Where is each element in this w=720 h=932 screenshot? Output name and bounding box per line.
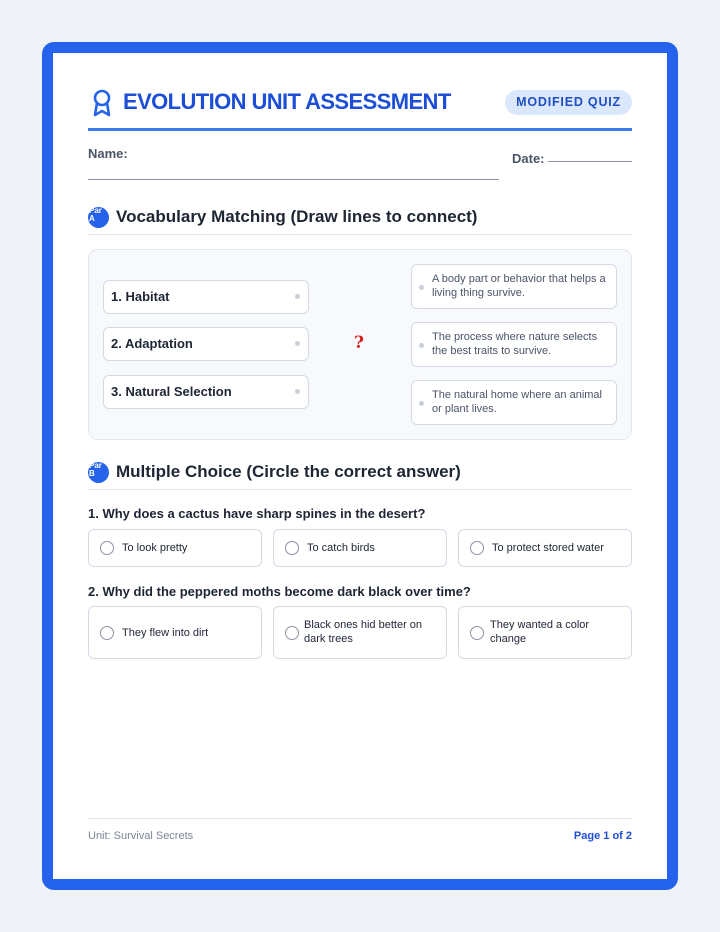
option-label: To protect stored water	[492, 542, 604, 554]
term-natural-selection[interactable]	[103, 375, 309, 409]
question-mark-hint: ?	[354, 333, 364, 353]
radio-button[interactable]	[100, 626, 114, 640]
radio-button[interactable]	[100, 541, 114, 555]
radio-button[interactable]	[285, 626, 299, 640]
radio-button[interactable]	[470, 626, 484, 640]
section-title-multiple-choice: Multiple Choice (Circle the correct answer)	[116, 462, 461, 481]
q1-option-c[interactable]	[458, 529, 632, 567]
term-label: 2. Adaptation	[111, 336, 193, 351]
connector-dot[interactable]	[419, 343, 424, 348]
term-label: 3. Natural Selection	[111, 384, 232, 399]
connector-dot[interactable]	[295, 294, 300, 299]
date-label: Date:	[512, 151, 545, 166]
date-field[interactable]	[548, 161, 632, 162]
radio-button[interactable]	[470, 541, 484, 555]
part-a-icon	[88, 207, 109, 228]
term-label: 1. Habitat	[111, 289, 170, 304]
question-2: 2. Why did the peppered moths become dark black over time?	[88, 584, 471, 599]
award-ribbon-icon	[90, 89, 114, 117]
page-title: EVOLUTION UNIT ASSESSMENT	[123, 89, 451, 114]
part-a-icon-line-2: A	[89, 214, 95, 223]
quiz-type-badge: MODIFIED QUIZ	[505, 90, 632, 115]
option-label: They wanted a color change	[490, 619, 590, 645]
definition-card[interactable]	[411, 322, 617, 367]
option-label: To look pretty	[122, 542, 188, 554]
part-a-icon-line-1: Par	[89, 207, 102, 215]
connector-dot[interactable]	[295, 389, 300, 394]
part-b-icon	[88, 462, 109, 483]
term-habitat[interactable]	[103, 280, 309, 314]
name-label: Name:	[88, 146, 128, 161]
connector-dot[interactable]	[419, 285, 424, 290]
q1-option-a[interactable]	[88, 529, 262, 567]
q2-option-c[interactable]	[458, 606, 632, 659]
definition-card[interactable]	[411, 380, 617, 425]
unit-label: Unit: Survival Secrets	[88, 830, 194, 842]
part-b-icon-line-2: B	[89, 469, 95, 478]
section-header-vocabulary	[88, 207, 632, 235]
option-label: They flew into dirt	[122, 627, 209, 639]
definition-text: The process where nature selects the best traits to survive.	[432, 331, 598, 357]
option-label: To catch birds	[307, 542, 375, 554]
term-adaptation[interactable]	[103, 327, 309, 361]
section-header-multiple-choice	[88, 462, 632, 490]
assessment-header	[88, 86, 632, 131]
q2-option-b[interactable]	[273, 606, 447, 659]
definition-card[interactable]	[411, 264, 617, 309]
q2-option-a[interactable]	[88, 606, 262, 659]
radio-button[interactable]	[285, 541, 299, 555]
definition-text: The natural home where an animal or plant lives.	[432, 389, 602, 415]
name-field[interactable]	[88, 179, 499, 180]
footer-divider	[88, 818, 632, 819]
option-label: Black ones hid better on dark trees	[304, 619, 423, 645]
connector-dot[interactable]	[295, 341, 300, 346]
page-number: Page 1 of 2	[573, 830, 632, 842]
connector-dot[interactable]	[419, 401, 424, 406]
question-1: 1. Why does a cactus have sharp spines in the desert?	[88, 506, 426, 521]
part-b-icon-line-1: Par	[89, 462, 102, 470]
definition-text: A body part or behavior that helps a living thing survive.	[432, 273, 606, 299]
q1-option-b[interactable]	[273, 529, 447, 567]
section-title-vocabulary: Vocabulary Matching (Draw lines to connect)	[116, 207, 478, 226]
